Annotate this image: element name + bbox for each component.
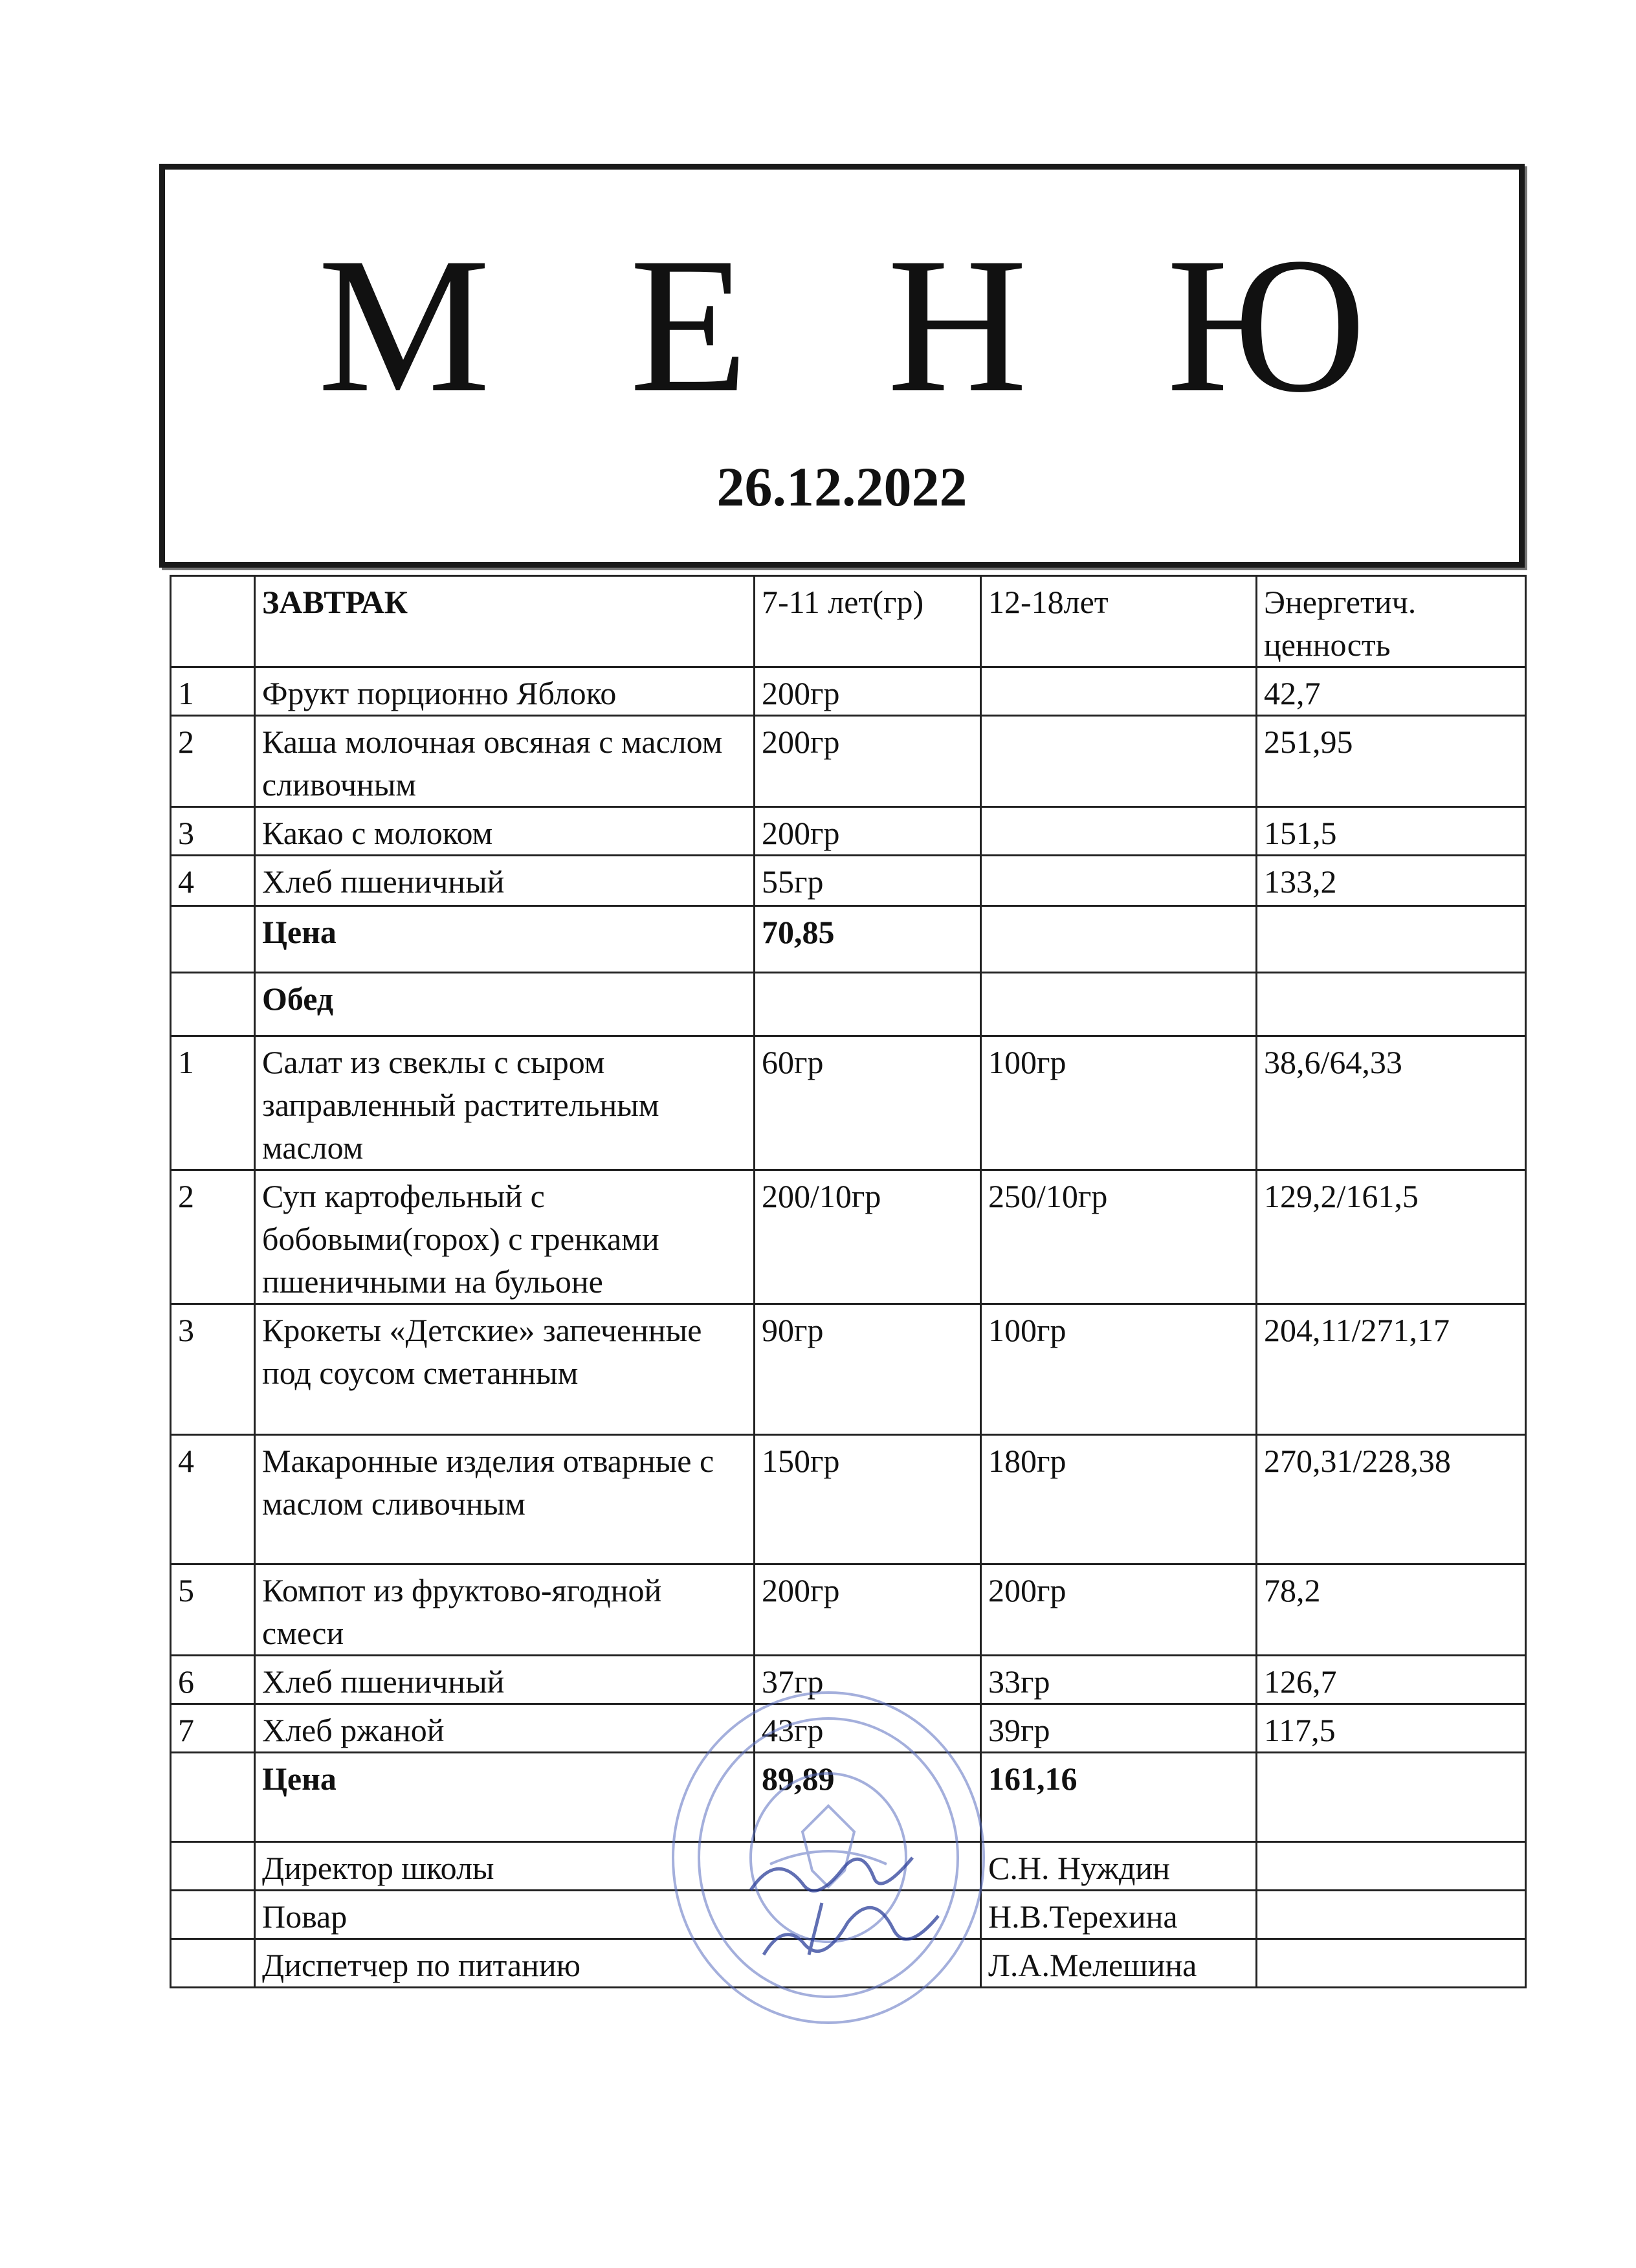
portion-old xyxy=(981,667,1257,716)
energy-value: 42,7 xyxy=(1257,667,1526,716)
portion-young: 200гр xyxy=(755,716,981,807)
row-num: 4 xyxy=(171,856,255,906)
dish-name: Хлеб пшеничный xyxy=(255,1656,755,1704)
energy-value: 126,7 xyxy=(1257,1656,1526,1704)
row-num: 2 xyxy=(171,716,255,807)
row-num: 7 xyxy=(171,1704,255,1753)
header-meal: ЗАВТРАК xyxy=(255,576,755,667)
empty-cell xyxy=(171,973,255,1036)
row-num: 3 xyxy=(171,1304,255,1435)
energy-value: 129,2/161,5 xyxy=(1257,1170,1526,1304)
signature-role: Директор школы xyxy=(255,1842,981,1891)
stamp-emblem xyxy=(802,1806,854,1887)
row-num: 6 xyxy=(171,1656,255,1704)
row-num: 4 xyxy=(171,1435,255,1564)
lunch-price-old: 161,16 xyxy=(981,1753,1257,1842)
empty-cell xyxy=(1257,1939,1526,1988)
portion-old xyxy=(981,807,1257,856)
lunch-price-label: Цена xyxy=(255,1753,755,1842)
portion-young: 37гр xyxy=(755,1656,981,1704)
menu-title: М Е Н Ю xyxy=(318,217,1411,432)
signature-stroke-3 xyxy=(809,1903,822,1955)
table-row xyxy=(171,1036,1526,1170)
portion-old: 100гр xyxy=(981,1036,1257,1170)
energy-value: 270,31/228,38 xyxy=(1257,1435,1526,1564)
dish-name: Какао с молоком xyxy=(255,807,755,856)
portion-old: 39гр xyxy=(981,1704,1257,1753)
dish-name: Суп картофельный с бобовыми(горох) с гренками пшеничными на бульоне xyxy=(255,1170,755,1304)
energy-value: 251,95 xyxy=(1257,716,1526,807)
dish-name: Хлеб ржаной xyxy=(255,1704,755,1753)
breakfast-price-label: Цена xyxy=(255,906,755,973)
empty-cell xyxy=(755,973,981,1036)
header-col-energy: Энергетич. ценность xyxy=(1257,576,1526,667)
official-stamp xyxy=(654,1670,1016,2032)
empty-cell xyxy=(1257,1842,1526,1891)
row-num: 3 xyxy=(171,807,255,856)
portion-old xyxy=(981,856,1257,906)
row-num: 5 xyxy=(171,1564,255,1656)
table-row xyxy=(171,1564,1526,1656)
portion-young: 90гр xyxy=(755,1304,981,1435)
lunch-label-row xyxy=(171,973,1526,1036)
empty-cell xyxy=(981,906,1257,973)
portion-old: 200гр xyxy=(981,1564,1257,1656)
portion-old: 100гр xyxy=(981,1304,1257,1435)
table-row xyxy=(171,1435,1526,1564)
header-col-old: 12-18лет xyxy=(981,576,1257,667)
dish-name: Крокеты «Детские» запеченные под соусом сметанным xyxy=(255,1304,755,1435)
portion-young: 150гр xyxy=(755,1435,981,1564)
portion-old: 33гр xyxy=(981,1656,1257,1704)
energy-value: 117,5 xyxy=(1257,1704,1526,1753)
portion-young: 60гр xyxy=(755,1036,981,1170)
signature-role: Повар xyxy=(255,1891,981,1939)
empty-cell xyxy=(171,1939,255,1988)
table-header-row xyxy=(171,576,1526,667)
portion-young: 43гр xyxy=(755,1704,981,1753)
energy-value: 38,6/64,33 xyxy=(1257,1036,1526,1170)
portion-old xyxy=(981,716,1257,807)
signature-role: Диспетчер по питанию xyxy=(255,1939,981,1988)
empty-cell xyxy=(171,1842,255,1891)
table-row xyxy=(171,1170,1526,1304)
portion-young: 55гр xyxy=(755,856,981,906)
dish-name: Фрукт порционно Яблоко xyxy=(255,667,755,716)
menu-header-box xyxy=(159,164,1525,568)
energy-value: 151,5 xyxy=(1257,807,1526,856)
table-row xyxy=(171,807,1526,856)
breakfast-price-young: 70,85 xyxy=(755,906,981,973)
empty-cell xyxy=(171,906,255,973)
portion-young: 200гр xyxy=(755,807,981,856)
stamp-emblem-wings xyxy=(770,1851,887,1864)
empty-cell xyxy=(1257,1753,1526,1842)
stamp-outer-ring xyxy=(673,1693,984,2023)
row-num: 1 xyxy=(171,667,255,716)
breakfast-price-row xyxy=(171,906,1526,973)
table-row xyxy=(171,716,1526,807)
portion-old: 180гр xyxy=(981,1435,1257,1564)
stamp-inner-ring xyxy=(751,1773,906,1942)
header-col-young: 7-11 лет(гр) xyxy=(755,576,981,667)
dish-name: Хлеб пшеничный xyxy=(255,856,755,906)
signature-name: Н.В.Терехина xyxy=(981,1891,1257,1939)
empty-cell xyxy=(981,973,1257,1036)
table-row xyxy=(171,1304,1526,1435)
menu-date: 26.12.2022 xyxy=(716,456,967,518)
row-num: 2 xyxy=(171,1170,255,1304)
portion-young: 200/10гр xyxy=(755,1170,981,1304)
signature-name: С.Н. Нуждин xyxy=(981,1842,1257,1891)
empty-cell xyxy=(1257,906,1526,973)
dish-name: Каша молочная овсяная с маслом сливочным xyxy=(255,716,755,807)
empty-cell xyxy=(171,1753,255,1842)
stamp-middle-ring xyxy=(699,1718,958,1997)
dish-name: Компот из фруктово-ягодной смеси xyxy=(255,1564,755,1656)
row-num: 1 xyxy=(171,1036,255,1170)
energy-value: 133,2 xyxy=(1257,856,1526,906)
dish-name: Макаронные изделия отварные с маслом сливочным xyxy=(255,1435,755,1564)
dish-name: Салат из свеклы с сыром заправленный растительным маслом xyxy=(255,1036,755,1170)
empty-cell xyxy=(1257,1891,1526,1939)
table-row xyxy=(171,856,1526,906)
energy-value: 78,2 xyxy=(1257,1564,1526,1656)
empty-cell xyxy=(171,1891,255,1939)
portion-old: 250/10гр xyxy=(981,1170,1257,1304)
portion-young: 200гр xyxy=(755,1564,981,1656)
lunch-price-young: 89,89 xyxy=(755,1753,981,1842)
header-num-cell xyxy=(171,576,255,667)
table-row xyxy=(171,667,1526,716)
energy-value: 204,11/271,17 xyxy=(1257,1304,1526,1435)
lunch-label: Обед xyxy=(255,973,755,1036)
portion-young: 200гр xyxy=(755,667,981,716)
empty-cell xyxy=(1257,973,1526,1036)
signature-name: Л.А.Мелешина xyxy=(981,1939,1257,1988)
